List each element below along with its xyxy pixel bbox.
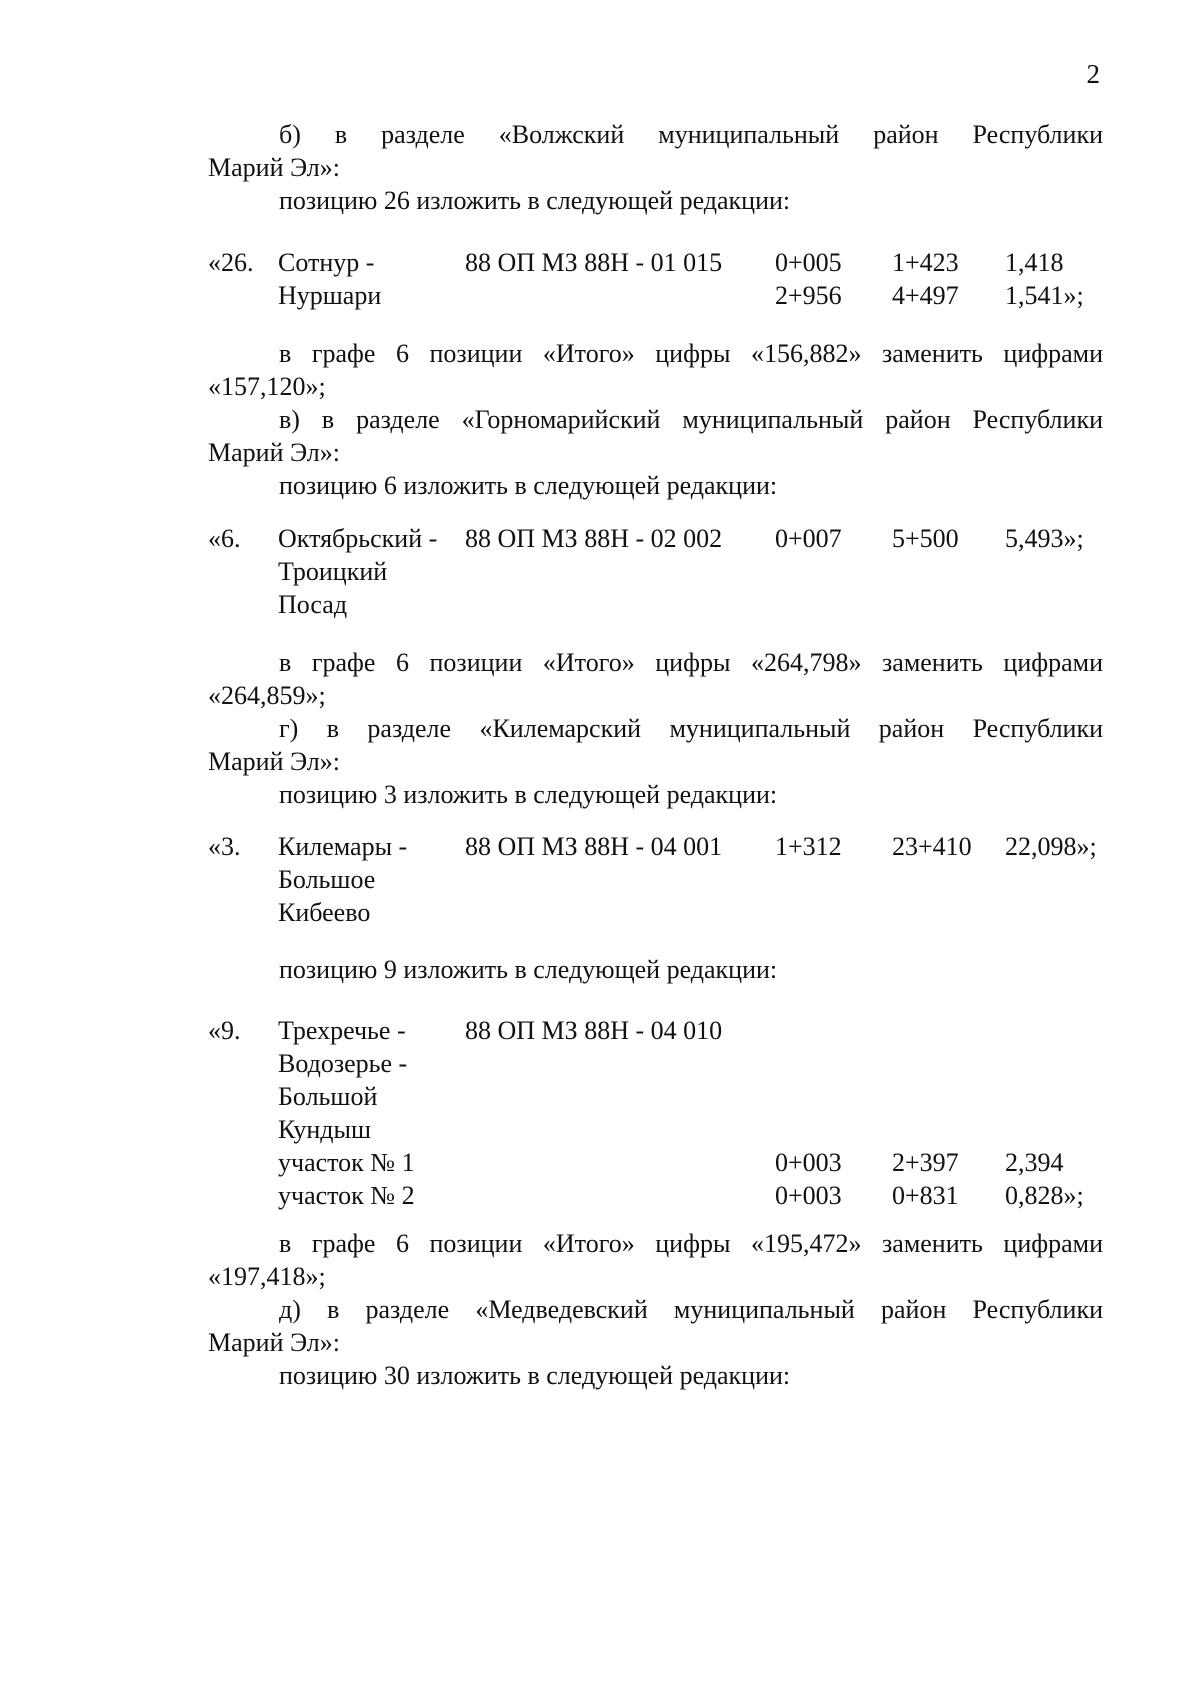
entry-6-row-1 [208,522,1108,555]
km-start: 0+003 [775,1181,842,1210]
entry-3 [208,830,1108,929]
road-name-line: Кибеево [278,898,371,927]
entry-3-row-1 [208,830,1108,863]
section-b-line2: Марий Эл»: [208,153,341,182]
total-b-and-section-v [208,337,1103,502]
km-end: 5+500 [892,524,959,553]
road-length: 0,828»; [1005,1181,1084,1210]
instruction-9-block [208,953,1103,986]
section-v-instruction: позицию 6 изложить в следующей редакции: [279,471,778,500]
entry-26-row-1 [208,246,1108,279]
total-v-line1: в графе 6 позиции «Итого» цифры «264,798» заменить цифрами [279,648,1103,677]
km-end: 23+410 [892,832,972,861]
road-length: 2,394 [1005,1148,1064,1177]
entry-number: «6. [208,524,241,553]
section-b-line1: б) в разделе «Волжский муниципальный район Республики [279,120,1103,149]
section-b [208,118,1103,217]
km-start: 1+312 [775,832,842,861]
km-start: 0+005 [775,248,842,277]
road-length: 1,541»; [1005,281,1084,310]
section-label: участок № 2 [278,1181,415,1210]
entry-6-row-2 [208,555,1108,588]
page-number: 2 [1086,59,1100,89]
entry-6-row-3 [208,588,1108,621]
km-end: 1+423 [892,248,959,277]
section-b-instruction: позицию 26 изложить в следующей редакции: [279,186,791,215]
road-length: 1,418 [1005,248,1064,277]
road-name-line: Посад [278,590,348,619]
section-v-line1: в) в разделе «Горномарийский муниципальный район Республики [279,405,1103,434]
entry-9-section-1 [208,1146,1108,1179]
entry-9 [208,1014,1108,1212]
km-end: 4+497 [892,281,959,310]
section-d-line1: д) в разделе «Медведевский муниципальный район Республики [279,1295,1103,1324]
road-name-line: Сотнур - [278,248,375,277]
total-b-line1: в графе 6 позиции «Итого» цифры «156,882» заменить цифрами [279,339,1103,368]
road-name-line: Октябрьский - [278,524,438,553]
road-code: 88 ОП МЗ 88Н - 01 015 [465,248,723,277]
km-end: 2+397 [892,1148,959,1177]
road-code: 88 ОП МЗ 88Н - 04 010 [465,1016,723,1045]
road-code: 88 ОП МЗ 88Н - 04 001 [465,832,723,861]
total-g-and-section-d [208,1227,1103,1392]
road-name-line: Водозерье - [278,1049,408,1078]
total-v-line2: «264,859»; [208,681,326,710]
road-name-line: Нуршари [278,281,382,310]
entry-number: «9. [208,1016,241,1045]
entry-9-section-2 [208,1179,1108,1212]
road-name-line: Большой [278,1082,378,1111]
section-g-instruction: позицию 3 изложить в следующей редакции: [279,780,778,809]
total-g-line2: «197,418»; [208,1262,326,1291]
road-name-line: Большое [278,865,376,894]
section-g-line1: г) в разделе «Килемарский муниципальный район Республики [279,714,1103,743]
section-label: участок № 1 [278,1148,415,1177]
km-start: 2+956 [775,281,842,310]
entry-3-row-2 [208,863,1108,896]
km-start: 0+007 [775,524,842,553]
road-name-line: Килемары - [278,832,408,861]
instruction-9: позицию 9 изложить в следующей редакции: [279,955,778,984]
road-name-line: Кундыш [278,1115,372,1144]
total-g-line1: в графе 6 позиции «Итого» цифры «195,472» заменить цифрами [279,1229,1103,1258]
total-v-and-section-g [208,646,1103,811]
section-g-line2: Марий Эл»: [208,747,341,776]
entry-number: «3. [208,832,241,861]
road-code: 88 ОП МЗ 88Н - 02 002 [465,524,723,553]
km-end: 0+831 [892,1181,959,1210]
entry-9-row-2 [208,1047,1108,1080]
entry-9-row-1 [208,1014,1108,1047]
total-b-line2: «157,120»; [208,372,326,401]
entry-9-row-3 [208,1080,1108,1113]
km-start: 0+003 [775,1148,842,1177]
road-name-line: Троицкий [278,557,388,586]
entry-3-row-3 [208,896,1108,929]
section-d-instruction: позицию 30 изложить в следующей редакции: [279,1361,791,1390]
entry-6 [208,522,1108,621]
road-length: 22,098»; [1005,832,1097,861]
entry-26 [208,246,1108,312]
section-v-line2: Марий Эл»: [208,438,341,467]
entry-number: «26. [208,248,254,277]
entry-26-row-2 [208,279,1108,312]
section-d-line2: Марий Эл»: [208,1328,341,1357]
entry-9-row-4 [208,1113,1108,1146]
road-name-line: Трехречье - [278,1016,406,1045]
road-length: 5,493»; [1005,524,1084,553]
